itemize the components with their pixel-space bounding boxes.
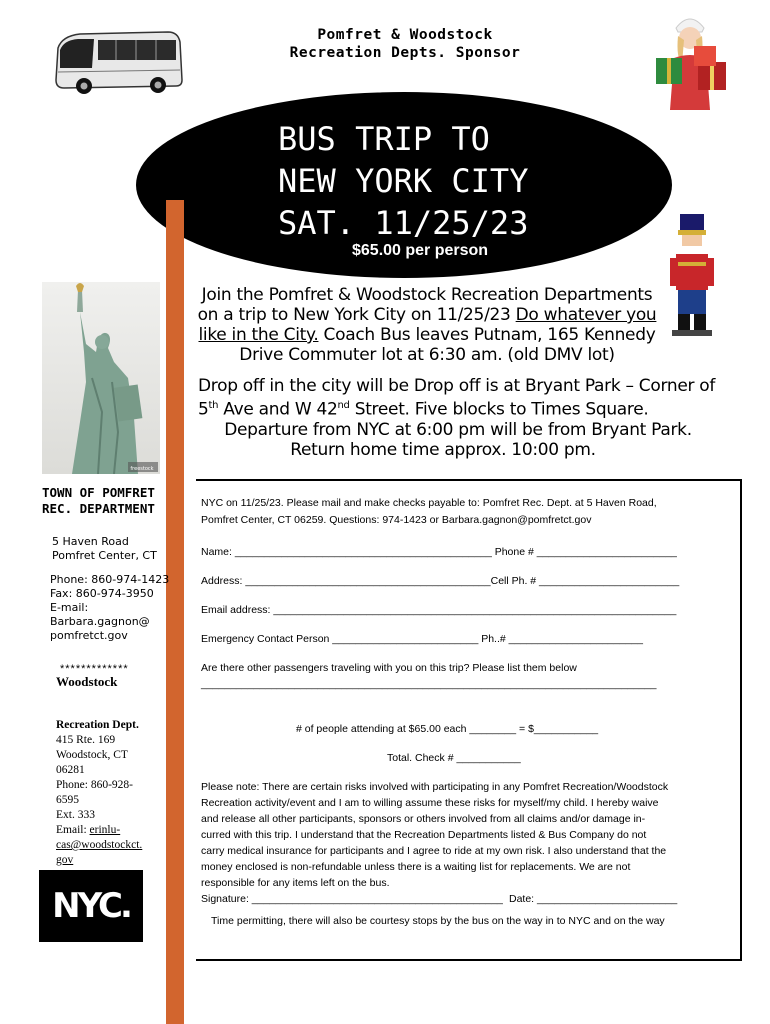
pomfret-contact	[50, 573, 169, 643]
waiver-line-1: Please note: There are certain risks involved with participating in any Pomfret Recreation/Woodstock	[201, 781, 669, 793]
emergency-contact-field[interactable]: Emergency Contact Person _________________________ Ph..# _______________________	[201, 633, 643, 645]
courtesy-stops-note: Time permitting, there will also be courtesy stops by the bus on the way in to NYC and on the way	[211, 915, 665, 927]
intro-text-2: Coach Bus leaves Putnam, 165 Kennedy Drive Commuter lot at 6:30 am. (old DMV lot)	[239, 325, 656, 365]
sponsor-line-1: Pomfret & Woodstock	[317, 27, 493, 43]
nutcracker-image	[666, 212, 718, 338]
nyc-logo-text: NYC.	[52, 886, 130, 926]
dropoff-line-2-c: Street. Five blocks to Times Square.	[349, 399, 649, 420]
holiday-shopper-image	[648, 10, 734, 112]
passengers-question: Are there other passengers traveling with you on this trip? Please list them below	[201, 662, 577, 674]
intro-text-1: Join the Pomfret & Woodstock Recreation Departments on a trip to New York City on 11/25/23	[197, 285, 653, 325]
pomfret-fax: Fax: 860-974-3950	[50, 587, 154, 600]
bus-image	[50, 28, 186, 98]
sponsor-heading	[200, 26, 610, 62]
dropoff-line-1: Drop off in the city will be Drop off is at Bryant Park – Corner of	[198, 376, 716, 396]
divider-stars: *************	[60, 663, 129, 675]
pomfret-title-line-2: REC. DEPARTMENT	[42, 501, 155, 516]
waiver-line-5: carry medical insurance for participants and I agree to ride at my own risk. I also understand that the	[201, 845, 667, 857]
waiver-line-6: money enclosed is non-refundable unless there is a waiting list for replacements. We are not	[201, 861, 631, 873]
intro-paragraph	[192, 285, 662, 365]
dropoff-line-2	[198, 396, 718, 420]
woodstock-address-line-2: Woodstock, CT	[56, 749, 128, 761]
form-instructions-line-2: Pomfret Center, CT 06259. Questions: 974-1423 or Barbara.gagnon@pomfretct.gov	[201, 514, 592, 526]
pomfret-dept-title	[42, 485, 155, 517]
pomfret-title-line-1: TOWN OF POMFRET	[42, 485, 155, 500]
name-phone-field[interactable]: Name: ____________________________________________ Phone # ________________________	[201, 546, 677, 558]
address-cell-field[interactable]: Address: __________________________________________Cell Ph. # ________________________	[201, 575, 680, 587]
pomfret-address-line-2: Pomfret Center, CT	[52, 549, 157, 562]
trip-title	[278, 118, 528, 244]
passengers-field[interactable]: ______________________________________________________________________________	[201, 678, 657, 690]
statue-of-liberty-image	[42, 282, 160, 474]
waiver-line-7: responsible for any items left on the bus.	[201, 877, 390, 889]
woodstock-email-link-1[interactable]: erinlu-	[89, 824, 121, 836]
waiver-line-3: and release all other participants, sponsors or others involved from all claims and/or damage in-	[201, 813, 646, 825]
woodstock-address-line-1: 415 Rte. 169	[56, 734, 116, 746]
trip-title-line-3: SAT. 11/25/23	[278, 204, 529, 242]
dropoff-line-4: Return home time approx. 10:00 pm.	[290, 439, 596, 460]
woodstock-title: Woodstock	[56, 674, 118, 689]
woodstock-email-link-2[interactable]: cas@woodstockct.	[56, 839, 143, 851]
trip-title-line-1: BUS TRIP TO	[278, 120, 490, 158]
dropoff-line-2-b: Ave and W 42	[218, 399, 338, 420]
nyc-logo	[39, 870, 143, 942]
trip-title-line-2: NEW YORK CITY	[278, 162, 529, 200]
check-number-field[interactable]: Total. Check # ___________	[387, 752, 521, 764]
woodstock-phone-line-2: 6595	[56, 794, 79, 806]
photo-watermark: freestock	[130, 466, 154, 472]
intro-underlined: Do whatever you like in the City.	[198, 305, 657, 345]
dropoff-line-2-a: 5	[198, 399, 209, 420]
pomfret-email-line-2[interactable]: pomfretct.gov	[50, 629, 128, 642]
woodstock-contact	[56, 718, 142, 868]
pomfret-address	[52, 535, 157, 563]
pomfret-phone: Phone: 860-974-1423	[50, 573, 170, 586]
pomfret-address-line-1: 5 Haven Road	[52, 535, 129, 548]
waiver-line-4: curred with this trip. I understand that the Recreation Departments listed & Bus Company do not	[201, 829, 647, 841]
pomfret-email-line-1[interactable]: Barbara.gagnon@	[50, 615, 150, 628]
dropoff-line-3: Departure from NYC at 6:00 pm will be from Bryant Park.	[224, 419, 692, 440]
woodstock-subtitle: Recreation Dept.	[56, 719, 139, 731]
dropoff-paragraph	[198, 376, 718, 460]
dropoff-sup-th: th	[208, 400, 219, 411]
woodstock-email-label: Email:	[56, 824, 90, 836]
woodstock-email-link-3[interactable]: gov	[56, 854, 74, 866]
price-label: $65.00 per person	[352, 242, 489, 259]
signature-field[interactable]: Signature: ___________________________________________	[201, 893, 503, 905]
dropoff-sup-nd: nd	[337, 400, 350, 411]
email-address-field[interactable]: Email address: _____________________________________________________________________	[201, 604, 677, 616]
woodstock-zip: 06281	[56, 764, 85, 776]
date-field[interactable]: Date: ________________________	[509, 893, 678, 905]
woodstock-ext: Ext. 333	[56, 809, 95, 821]
waiver-line-2: Recreation activity/event and I am to willing assume these risks for myself/my child. I hereby waive	[201, 797, 659, 809]
sponsor-line-2: Recreation Depts. Sponsor	[289, 45, 521, 61]
pomfret-email-label: E-mail:	[50, 601, 89, 614]
people-attending-field[interactable]: # of people attending at $65.00 each ________ = $___________	[296, 723, 599, 735]
woodstock-phone-line-1: Phone: 860-928-	[56, 779, 133, 791]
woodstock-email	[56, 823, 142, 838]
form-instructions-line-1: NYC on 11/25/23. Please mail and make checks payable to: Pomfret Rec. Dept. at 5 Haven Road,	[201, 497, 657, 509]
